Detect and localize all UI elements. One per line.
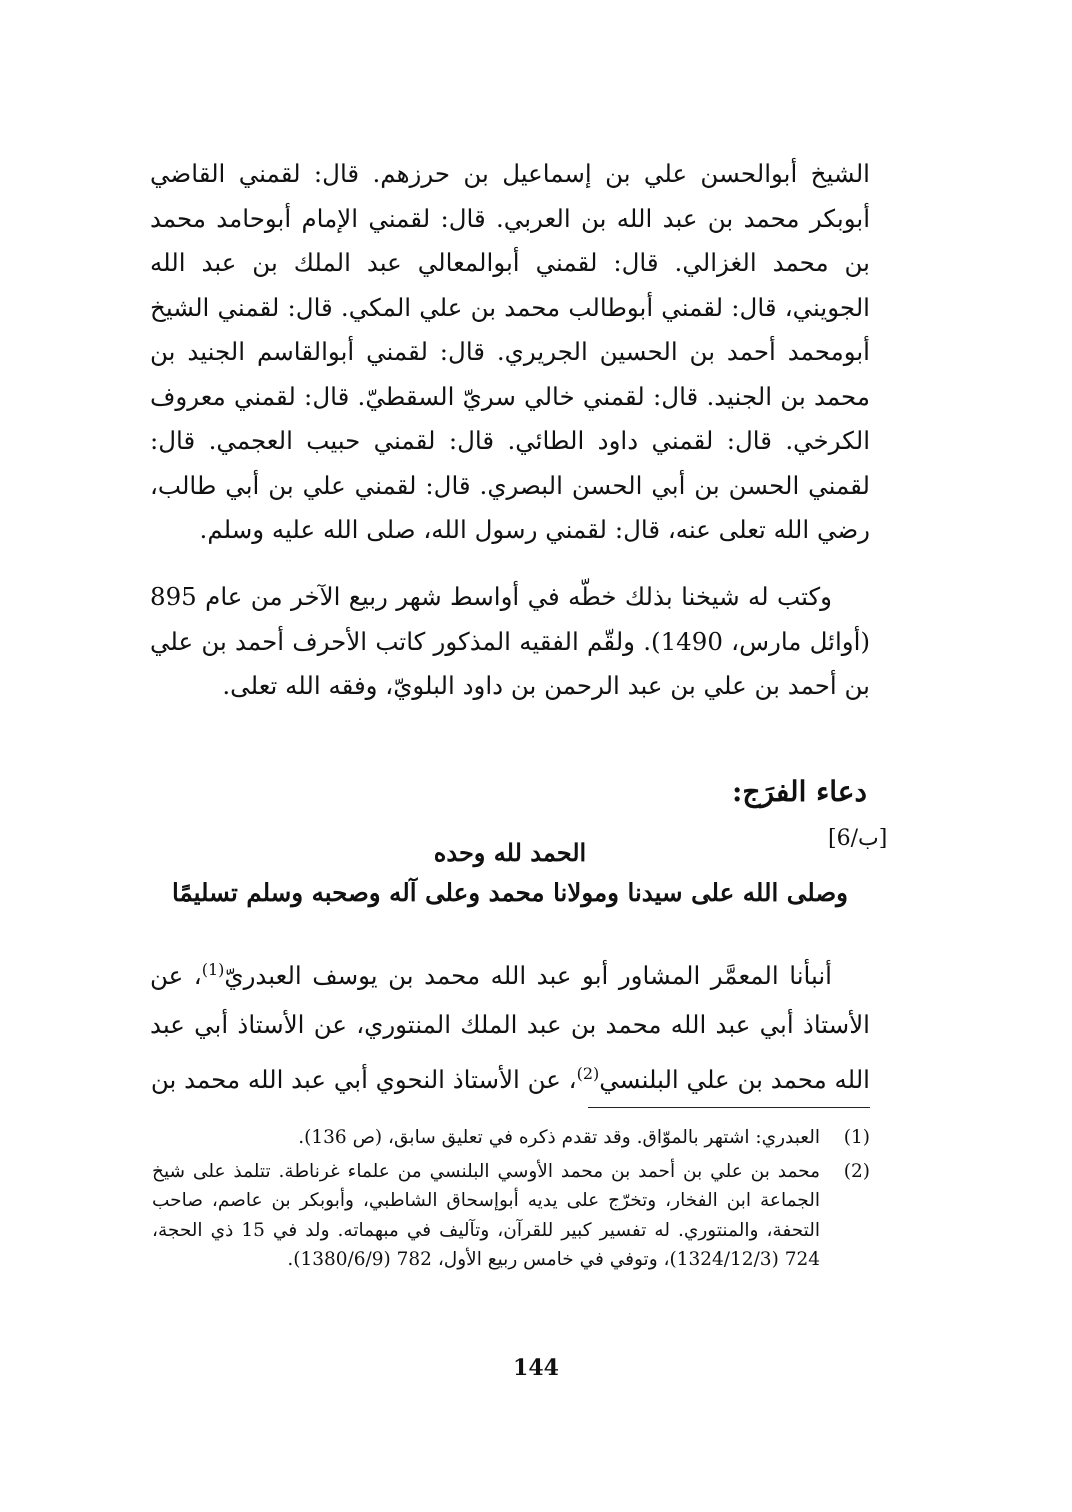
- footnote-2: [152, 1157, 870, 1275]
- paragraph3-text-b: ، عن الأستاذ أبي عبد الله محمد بن عبد الملك المنتوري، عن الأستاذ أبي عبد الله محمد بن علي البلنسي: [150, 961, 870, 1095]
- footnote-text: العبدري: اشتهر بالموّاق. وقد تقدم ذكره في تعليق سابق، (ص 136).: [298, 1127, 820, 1148]
- page-number: 144: [513, 1355, 559, 1381]
- footnote-separator: [588, 1107, 870, 1108]
- folio-marker: [6/ب]: [828, 826, 888, 851]
- footnote-text: محمد بن علي بن أحمد بن محمد الأوسي البلنسي من علماء غرناطة. تتلمذ على شيخ الجماعة ابن الفخار، وتخرّج على يديه أبوإسحاق الشاطبي، وأبوبكر بن عاصم، صاحب التحفة، والمنتوري. له تفسير كبير للقرآن، وتآليف في مبهماته. ولد في 15 ذي الحجة، 724 (1324/12/3)، وتوفي في خامس ربيع الأول، 782 (1380/6/9).: [152, 1160, 820, 1270]
- paragraph3-text-a: أنبأنا المعمَّر المشاور أبو عبد الله محمد بن يوسف العبدريّ: [224, 961, 832, 991]
- body-paragraph-2: وكتب له شيخنا بذلك خطّه في أواسط شهر ربيع الآخر من عام 895 (أوائل مارس، 1490). ولقّم الفقيه المذكور كاتب الأحرف أحمد بن علي بن أحمد بن علي بن عبد الرحمن بن داود البلويّ، وفقه الله تعلى.: [150, 582, 871, 700]
- footnote-ref-2[interactable]: (2): [576, 1064, 600, 1084]
- footnote-number: (1): [843, 1127, 870, 1148]
- paragraph3-text-c: ، عن الأستاذ النحوي أبي عبد الله محمد بن: [150, 1065, 577, 1095]
- footnote-ref-1[interactable]: (1): [201, 960, 225, 979]
- centered-line-salawat: وصلى الله على سيدنا ومولانا محمد وعلى آله وصحبه وسلم تسليمًا: [172, 878, 848, 907]
- body-paragraph-1: الشيخ أبوالحسن علي بن إسماعيل بن حرزهم. قال: لقمني القاضي أبوبكر محمد بن عبد الله بن العربي. قال: لقمني الإمام أبوحامد محمد بن محمد الغزالي. قال: لقمني أبوالمعالي عبد الملك بن عبد الله الجويني، قال: لقمني أبوطالب محمد بن علي المكي. قال: لقمني الشيخ أبومحمد أحمد بن الحسين الجريري. قال: لقمني أبوالقاسم الجنيد بن محمد بن الجنيد. قال: لقمني خالي سريّ السقطيّ. قال: لقمني معروف الكرخي. قال: لقمني داود الطائي. قال: لقمني حبيب العجمي. قال: لقمني الحسن بن أبي الحسن البصري. قال: لقمني علي بن أبي طالب، رضي الله تعلى عنه، قال: لقمني رسول الله، صلى الله عليه وسلم.: [150, 159, 870, 544]
- footnotes: [152, 1123, 870, 1279]
- centered-line-hamd: الحمد لله وحده: [433, 838, 587, 867]
- footnote-number: (2): [843, 1160, 870, 1182]
- footnote-1: [152, 1123, 870, 1153]
- section-heading-dua-al-faraj: دعاء الفرَج:: [732, 775, 867, 808]
- body-paragraph-3: [150, 945, 870, 1104]
